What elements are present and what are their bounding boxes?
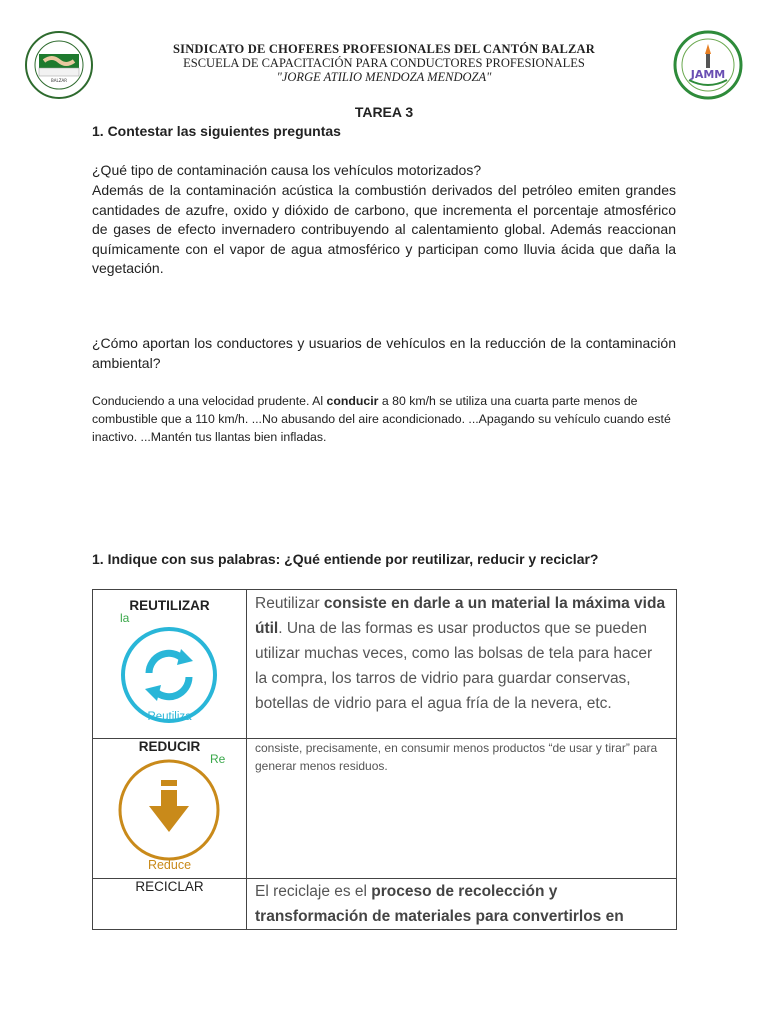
reduce-icon-fragment: Re [210,752,226,766]
answer-2-bold: conducir [326,394,379,408]
answer-2 [92,392,676,446]
page-title: TAREA 3 [354,104,414,120]
table-row-reutilizar [93,590,677,739]
reduce-icon-wrap [93,754,246,876]
answer-2-pre: Conduciendo a una velocidad prudente. Al [92,394,327,408]
reuse-icon-wrap [93,613,246,725]
svg-text:BALZAR: BALZAR [51,78,67,83]
answer-1: Además de la contaminación acústica la combustión derivados del petróleo emiten grandes cantidades de azufre, oxido y dióxido de carbono, que incrementa el porcentaje atmosférico de gases de efecto invernadero contribuyendo al calentamiento global. Además reaccionan químicamente con el vapor de agua atmosférico y participan como lluvia ácida que daña la vegetación. [92,182,676,276]
section-2-heading: 1. Indique con sus palabras: ¿Qué entiende por reutilizar, reducir y reciclar? [92,551,599,567]
reutilizar-text-pre: Reutilizar [255,595,324,612]
question-2: ¿Cómo aportan los conductores y usuarios de vehículos en la reducción de la contaminación ambiental? [92,335,676,371]
cell-reducir-text: consiste, precisamente, en consumir menos productos “de usar y tirar” para generar menos residuos. [247,739,677,879]
reuse-icon-fragment: la [120,611,130,625]
label-reducir: REDUCIR [138,739,201,754]
cell-reciclar-text [247,879,677,930]
header-line-1: SINDICATO DE CHOFERES PROFESIONALES DEL CANTÓN BALZAR [172,42,596,56]
reciclar-text-bold: proceso de recolección y transformación de materiales para convertirlos en [255,883,624,925]
cell-reciclar-label [93,879,247,930]
cell-reutilizar-text [247,590,677,739]
reduce-caption: Reduce [147,858,192,872]
reutilizar-text-post: . Una de las formas es usar productos que se pueden utilizar muchas veces, como las bolsas de tela para hacer la compra, los tarros de vidrio para guardar conservas, botellas de vidrio para el agua fría de la nevera, etc. [255,620,653,712]
table-row-reducir [93,739,677,879]
cell-reutilizar-label [93,590,247,739]
right-logo-text: JAMM [690,68,726,81]
header-line-3: "JORGE ATILIO MENDOZA MENDOZA" [276,70,492,84]
label-reutilizar: REUTILIZAR [129,598,210,613]
table-row-reciclar [93,879,677,930]
rrr-table [92,589,677,930]
question-1: ¿Qué tipo de contaminación causa los vehículos motorizados? [92,162,482,178]
section-1-heading: 1. Contestar las siguientes preguntas [92,123,341,139]
reduce-icon [117,758,221,862]
reutilizar-text-bold: consiste en darle a un material la máxima vida útil [255,595,666,637]
document-header [0,42,768,84]
label-reciclar: RECICLAR [135,879,204,894]
right-logo [673,30,743,100]
answer-2-post: a 80 km/h se utiliza una cuarta parte menos de combustible que a 110 km/h. ...No abusando del aire acondicionado. ...Apagando su vehículo cuando esté inactivo. ...Mantén tus llantas bien infladas. [92,394,671,444]
cell-reducir-label [93,739,247,879]
reuse-caption: Reutiliza [147,711,192,723]
header-line-2: ESCUELA DE CAPACITACIÓN PARA CONDUCTORES PROFESIONALES [183,56,585,70]
reciclar-text-pre: El reciclaje es el [255,883,372,900]
reuse-icon [121,627,217,723]
